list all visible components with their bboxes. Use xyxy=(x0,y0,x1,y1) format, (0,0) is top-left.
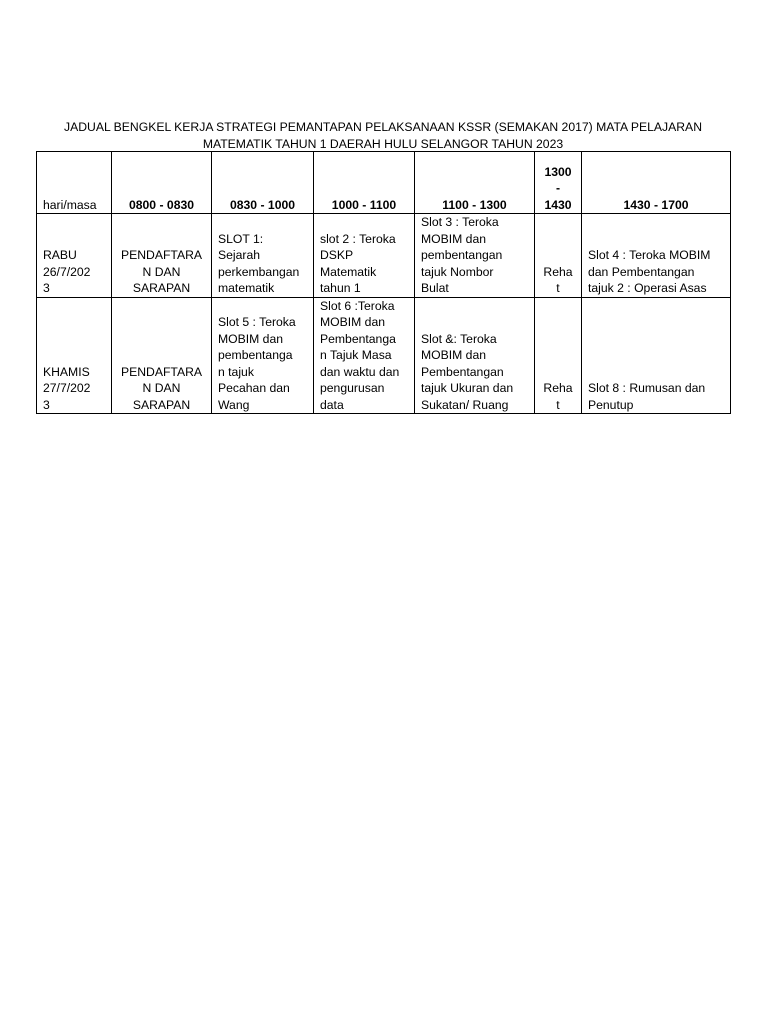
cell-0830-1000: SLOT 1: Sejarah perkembangan matematik xyxy=(212,214,314,298)
cell-0800-0830: PENDAFTARA N DAN SARAPAN xyxy=(112,297,212,414)
cell-1100-1300: Slot 3 : Teroka MOBIM dan pembentangan tajuk Nombor Bulat xyxy=(415,214,535,298)
header-0830-1000: 0830 - 1000 xyxy=(212,152,314,214)
cell-1430-1700: Slot 4 : Teroka MOBIM dan Pembentangan tajuk 2 : Operasi Asas xyxy=(582,214,731,298)
header-hari-masa: hari/masa xyxy=(37,152,112,214)
cell-1300-1430: Reha t xyxy=(535,297,582,414)
table-row xyxy=(37,297,731,414)
cell-1100-1300: Slot &: Teroka MOBIM dan Pembentangan tajuk Ukuran dan Sukatan/ Ruang xyxy=(415,297,535,414)
header-1100-1300: 1100 - 1300 xyxy=(415,152,535,214)
schedule-table xyxy=(36,151,731,414)
cell-0800-0830: PENDAFTARA N DAN SARAPAN xyxy=(112,214,212,298)
cell-1430-1700: Slot 8 : Rumusan dan Penutup xyxy=(582,297,731,414)
header-1000-1100: 1000 - 1100 xyxy=(314,152,415,214)
table-row xyxy=(37,214,731,298)
cell-day: RABU 26/7/202 3 xyxy=(37,214,112,298)
cell-day: KHAMIS 27/7/202 3 xyxy=(37,297,112,414)
header-1430-1700: 1430 - 1700 xyxy=(582,152,731,214)
cell-1000-1100: Slot 6 :Teroka MOBIM dan Pembentanga n Tajuk Masa dan waktu dan pengurusan data xyxy=(314,297,415,414)
cell-0830-1000: Slot 5 : Teroka MOBIM dan pembentanga n tajuk Pecahan dan Wang xyxy=(212,297,314,414)
header-0800-0830: 0800 - 0830 xyxy=(112,152,212,214)
title-line-1: JADUAL BENGKEL KERJA STRATEGI PEMANTAPAN PELAKSANAAN KSSR (SEMAKAN 2017) MATA PELAJARAN xyxy=(64,120,702,134)
title-line-2: MATEMATIK TAHUN 1 DAERAH HULU SELANGOR TAHUN 2023 xyxy=(202,136,564,151)
cell-1300-1430: Reha t xyxy=(535,214,582,298)
cell-1000-1100: slot 2 : Teroka DSKP Matematik tahun 1 xyxy=(314,214,415,298)
table-header-row xyxy=(37,152,731,214)
document-title xyxy=(36,119,730,152)
header-1300-1430: 1300 - 1430 xyxy=(535,152,582,214)
